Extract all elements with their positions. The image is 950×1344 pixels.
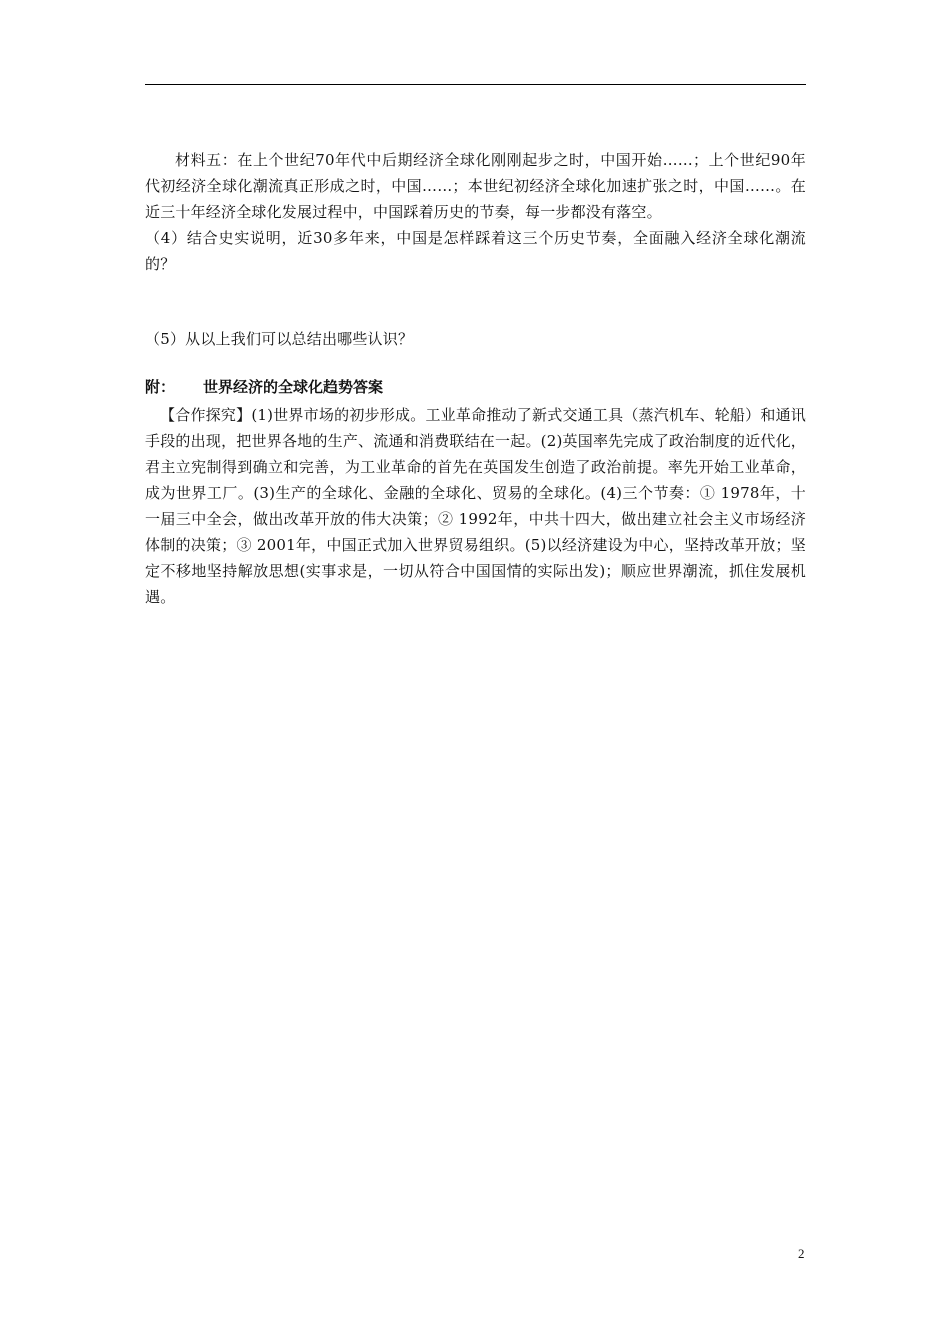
question-five: （5）从以上我们可以总结出哪些认识？ — [145, 330, 414, 348]
header-rule — [145, 84, 806, 85]
appendix-heading — [145, 374, 383, 400]
page-number: 2 — [798, 1246, 805, 1261]
appendix-answer-text: 【合作探究】(1)世界市场的初步形成。工业革命推动了新式交通工具（蒸汽机车、轮船）和通讯手段的出现，把世界各地的生产、流通和消费联结在一起。(2)英国率先完成了政治制度的近代化，君主立宪制得到确立和完善，为工业革命的首先在英国发生创造了政治前提。率先开始工业革命，成为世界工厂。(3)生产的全球化、金融的全球化、贸易的全球化。(4)三个节奏：① 1978年，十一届三中全会，做出改革开放的伟大决策；② 1992年，中共十四大，做出建立社会主义市场经济体制的决策；③ 2001年，中国正式加入世界贸易组织。(5)以经济建设为中心，坚持改革开放；坚定不移地坚持解放思想(实事求是，一切从符合中国国情的实际出发)；顺应世界潮流，抓住发展机遇。 — [145, 406, 806, 606]
appendix-prefix: 附： — [145, 378, 176, 396]
material-five-text: 材料五：在上个世纪70年代中后期经济全球化刚刚起步之时，中国开始……；上个世纪90年代初经济全球化潮流真正形成之时，中国……；本世纪初经济全球化加速扩张之时，中国……。在近三十年经济全球化发展过程中，中国踩着历史的节奏，每一步都没有落空。 — [145, 151, 806, 221]
appendix-title: 世界经济的全球化趋势答案 — [203, 378, 384, 396]
question-four: （4）结合史实说明，近30多年来，中国是怎样踩着这三个历史节奏，全面融入经济全球化潮流的？ — [145, 229, 806, 273]
appendix-answer-section — [145, 402, 806, 610]
material-five-section — [145, 147, 806, 277]
